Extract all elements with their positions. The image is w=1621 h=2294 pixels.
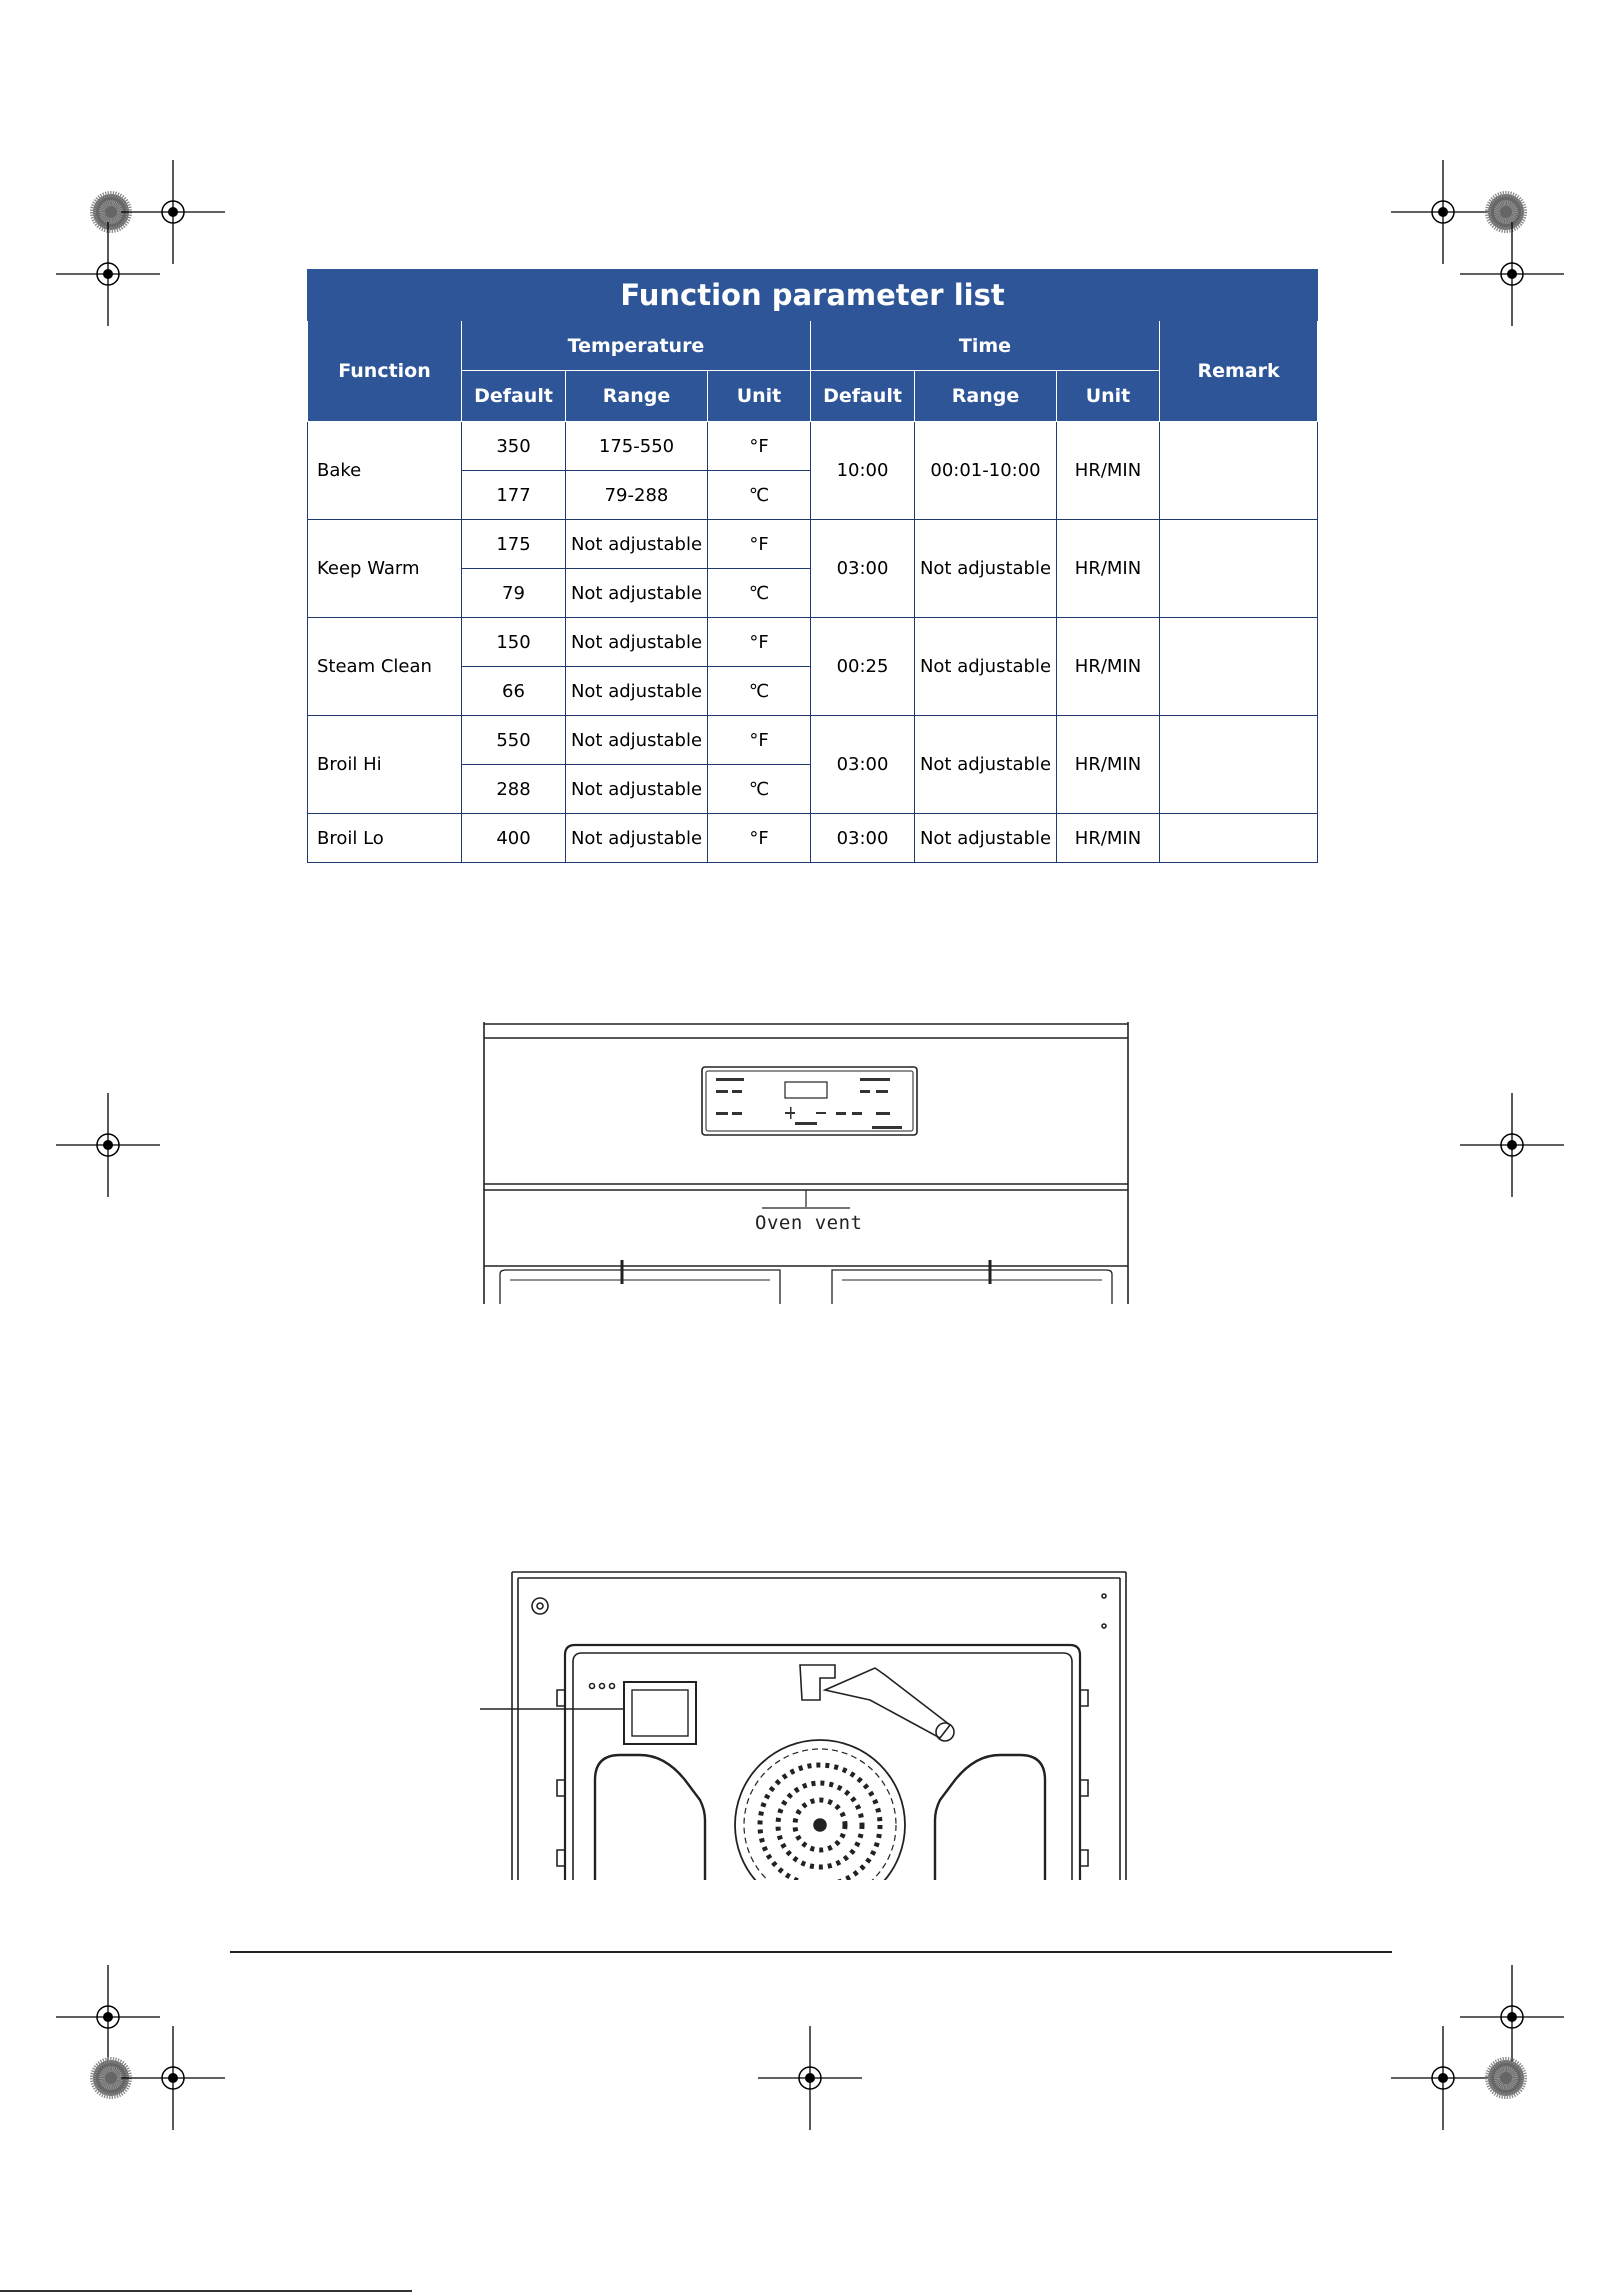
sunburst-mark-bottom-right	[1488, 2060, 1524, 2096]
remark-cell	[1160, 814, 1318, 863]
crop-mark-icon	[758, 2026, 862, 2130]
function-parameter-table	[307, 269, 1318, 863]
temp-unit: ℃	[708, 765, 811, 814]
temp-default: 66	[462, 667, 566, 716]
crop-mark-icon	[1460, 222, 1564, 326]
temp-default: 550	[462, 716, 566, 765]
temp-unit: ℃	[708, 569, 811, 618]
crop-mark-icon	[1460, 1965, 1564, 2069]
temp-range: Not adjustable	[566, 520, 708, 569]
remark-cell	[1160, 618, 1318, 716]
temp-range: Not adjustable	[566, 569, 708, 618]
table-row	[308, 618, 1318, 667]
oven-interior-illustration	[480, 1570, 1140, 1880]
temp-unit: ℃	[708, 667, 811, 716]
oven-vent-label: Oven vent	[755, 1212, 863, 1234]
crop-mark-icon	[1391, 2026, 1495, 2130]
table-row	[308, 422, 1318, 471]
control-panel-markings	[716, 1078, 902, 1129]
function-name: Broil Hi	[308, 716, 462, 814]
header-function: Function	[308, 321, 462, 422]
temp-default: 79	[462, 569, 566, 618]
function-name: Bake	[308, 422, 462, 520]
table-row	[308, 814, 1318, 863]
time-range: Not adjustable	[915, 814, 1057, 863]
time-unit: HR/MIN	[1057, 618, 1160, 716]
page-edge-rule	[0, 2290, 412, 2292]
time-default: 00:25	[811, 618, 915, 716]
temp-range: Not adjustable	[566, 618, 708, 667]
crop-mark-icon	[1460, 1093, 1564, 1197]
function-name: Broil Lo	[308, 814, 462, 863]
header-temp-range: Range	[566, 371, 708, 422]
header-temperature: Temperature	[462, 321, 811, 371]
header-remark: Remark	[1160, 321, 1318, 422]
temp-default: 175	[462, 520, 566, 569]
header-temp-default: Default	[462, 371, 566, 422]
footer-rule	[230, 1951, 1392, 1953]
temp-unit: °F	[708, 814, 811, 863]
crop-mark-icon	[1391, 160, 1495, 264]
time-default: 03:00	[811, 814, 915, 863]
oven-vent-illustration	[480, 1022, 1132, 1307]
temp-range: Not adjustable	[566, 667, 708, 716]
temp-default: 350	[462, 422, 566, 471]
temp-range: 175-550	[566, 422, 708, 471]
time-unit: HR/MIN	[1057, 716, 1160, 814]
temp-range: Not adjustable	[566, 765, 708, 814]
header-time-range: Range	[915, 371, 1057, 422]
time-range: Not adjustable	[915, 716, 1057, 814]
temp-unit: °F	[708, 422, 811, 471]
temp-default: 177	[462, 471, 566, 520]
header-time: Time	[811, 321, 1160, 371]
table-title: Function parameter list	[308, 270, 1318, 321]
table-row	[308, 520, 1318, 569]
temp-unit: ℃	[708, 471, 811, 520]
time-range: 00:01-10:00	[915, 422, 1057, 520]
time-range: Not adjustable	[915, 618, 1057, 716]
remark-cell	[1160, 520, 1318, 618]
temp-unit: °F	[708, 716, 811, 765]
crop-mark-icon	[56, 1965, 160, 2069]
remark-cell	[1160, 422, 1318, 520]
header-time-unit: Unit	[1057, 371, 1160, 422]
sunburst-mark-top-right	[1488, 194, 1524, 230]
crop-mark-icon	[56, 1093, 160, 1197]
function-name: Steam Clean	[308, 618, 462, 716]
temp-default: 400	[462, 814, 566, 863]
temp-default: 288	[462, 765, 566, 814]
header-temp-unit: Unit	[708, 371, 811, 422]
time-unit: HR/MIN	[1057, 814, 1160, 863]
temp-unit: °F	[708, 520, 811, 569]
temp-unit: °F	[708, 618, 811, 667]
temp-range: 79-288	[566, 471, 708, 520]
time-default: 03:00	[811, 716, 915, 814]
crop-mark-icon	[121, 160, 225, 264]
time-unit: HR/MIN	[1057, 520, 1160, 618]
time-range: Not adjustable	[915, 520, 1057, 618]
table-row	[308, 716, 1318, 765]
time-default: 03:00	[811, 520, 915, 618]
header-time-default: Default	[811, 371, 915, 422]
remark-cell	[1160, 716, 1318, 814]
crop-mark-icon	[56, 222, 160, 326]
temp-range: Not adjustable	[566, 716, 708, 765]
time-unit: HR/MIN	[1057, 422, 1160, 520]
time-default: 10:00	[811, 422, 915, 520]
function-name: Keep Warm	[308, 520, 462, 618]
crop-mark-icon	[121, 2026, 225, 2130]
temp-default: 150	[462, 618, 566, 667]
temp-range: Not adjustable	[566, 814, 708, 863]
